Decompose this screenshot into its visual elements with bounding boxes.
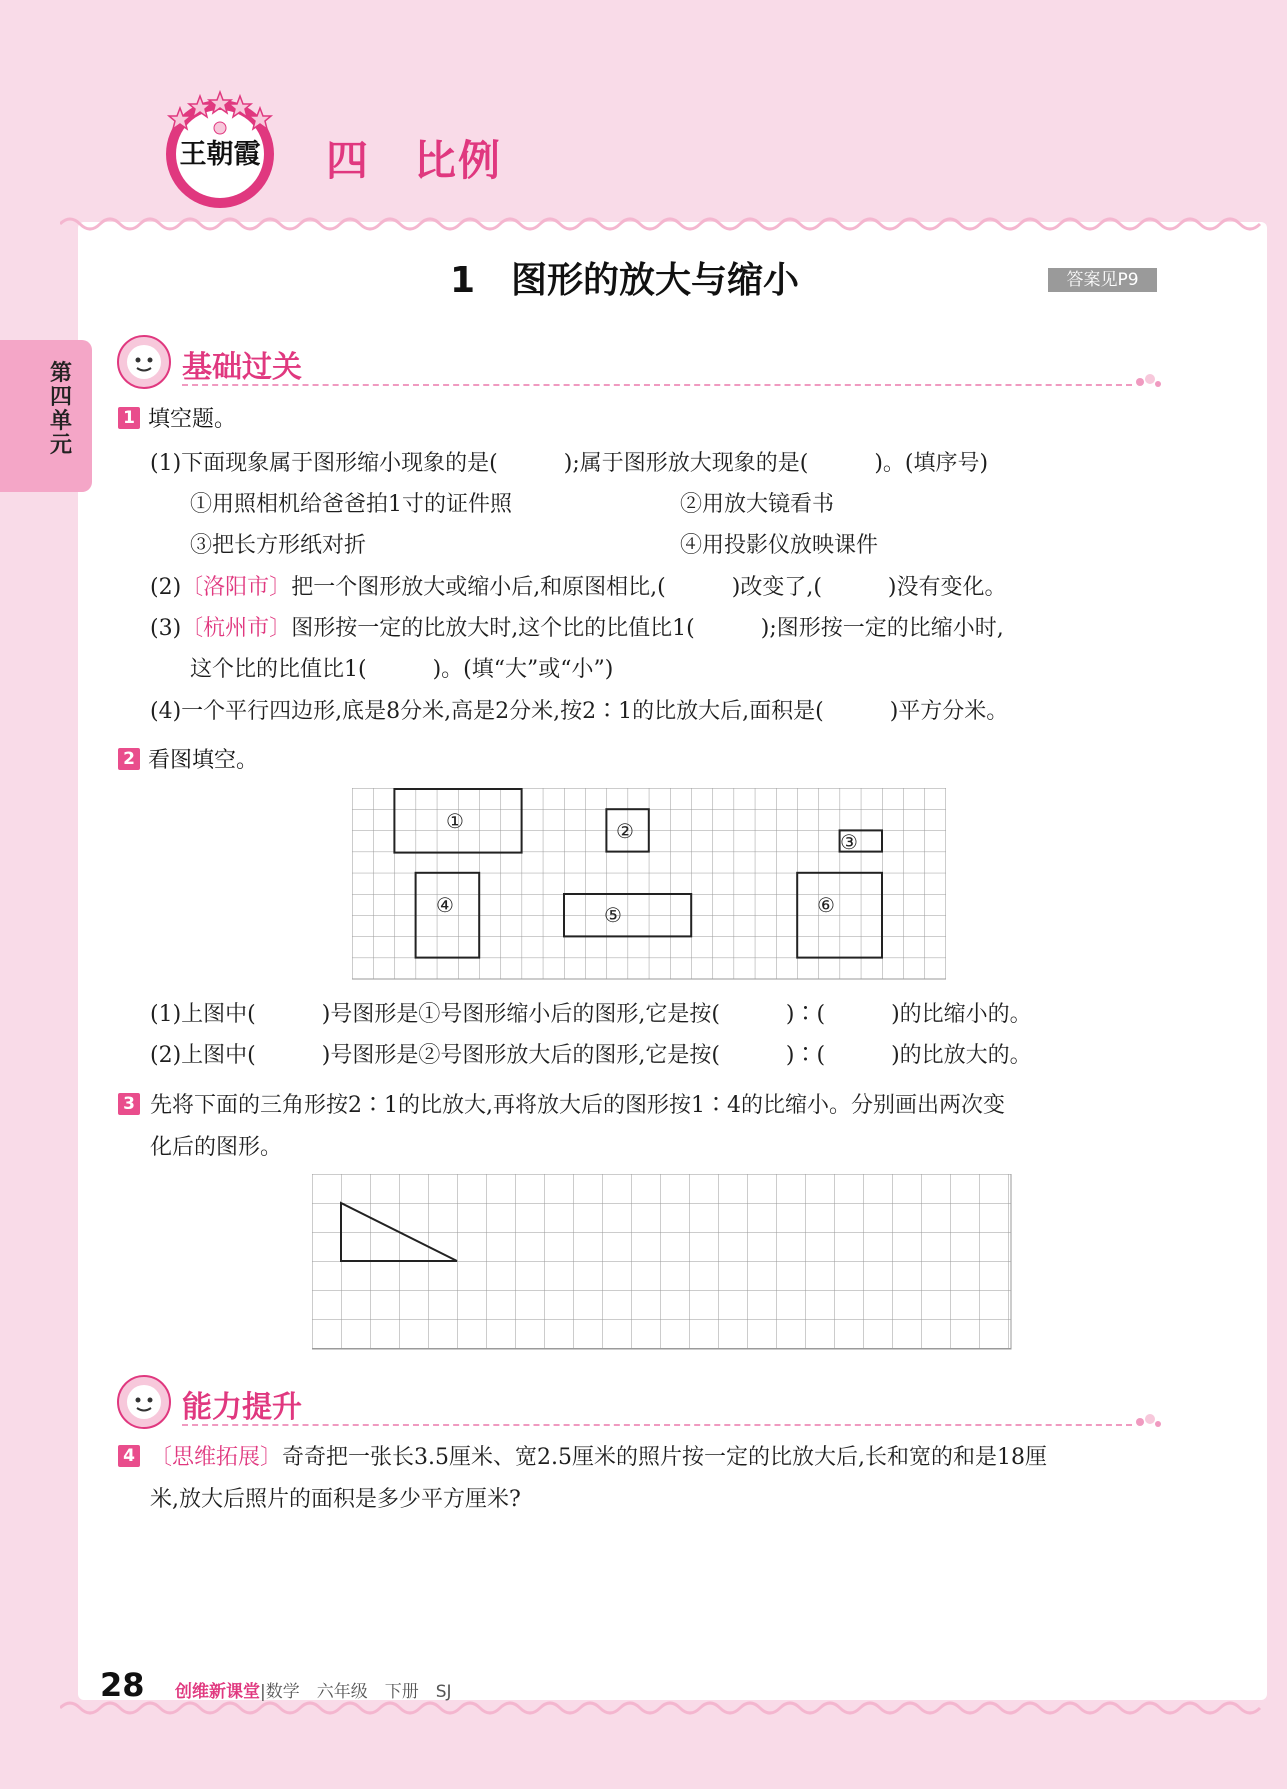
footer-details: |数学 六年级 下册 SJ	[260, 1682, 452, 1702]
q1-option-3: ③把长方形纸对折	[190, 533, 367, 558]
question-heading: 看图填空。	[148, 748, 259, 773]
thinking-tag: 〔思维拓展〕	[150, 1445, 283, 1470]
q1-part3-text: 图形按一定的比放大时,这个比的比值比1( );图形按一定的比缩小时,	[291, 616, 1004, 641]
q1-part3-continued: 这个比的比值比1( )。(填“大”或“小”)	[190, 657, 614, 682]
q3-text-line1: 先将下面的三角形按2∶1的比放大,再将放大后的图形按1∶4的比缩小。分别画出两次变	[150, 1093, 1005, 1118]
unit-side-tab	[0, 340, 92, 492]
question-number: 1	[118, 407, 140, 429]
answer-reference: 答案见P9	[1048, 268, 1157, 292]
lesson-title: 1 图形的放大与缩小	[450, 260, 800, 301]
logo-text: 王朝霞	[179, 139, 261, 170]
shape-label-2: ②	[616, 819, 634, 843]
q4-text: 奇奇把一张长3.5厘米、宽2.5厘米的照片按一定的比放大后,长和宽的和是18厘	[282, 1445, 1047, 1470]
region-tag: 〔洛阳市〕	[181, 575, 292, 600]
mascot-icon	[116, 334, 172, 390]
q1-option-1: ①用照相机给爸爸拍1寸的证件照	[190, 492, 512, 517]
q1-option-4: ④用投影仪放映课件	[680, 533, 879, 558]
q1-part4: (4)一个平行四边形,底是8分米,高是2分米,按2∶1的比放大后,面积是( )平方分米。	[150, 699, 1009, 724]
section-title-basic: 基础过关	[182, 350, 302, 385]
page-number: 28	[100, 1666, 145, 1704]
unit-title: 四 比例	[326, 136, 503, 185]
q1-option-2: ②用放大镜看书	[680, 492, 835, 517]
dots-decoration-icon	[1134, 1412, 1164, 1432]
q1-part2	[150, 570, 1007, 601]
q2-part1: (1)上图中( )号图形是①号图形缩小后的图形,它是按( )∶( )的比缩小的。	[150, 1002, 1032, 1027]
q1-part3	[150, 611, 1004, 642]
question-heading: 填空题。	[148, 407, 237, 432]
shape-label-6: ⑥	[817, 893, 835, 917]
q4-text-line2: 米,放大后照片的面积是多少平方厘米?	[150, 1487, 521, 1512]
q1-part1: (1)下面现象属于图形缩小现象的是( );属于图形放大现象的是( )。(填序号)	[150, 451, 989, 476]
q1-part2-num: (2)	[150, 575, 182, 600]
triangle-grid	[312, 1174, 1012, 1350]
shapes-grid	[352, 788, 946, 980]
shape-label-4: ④	[436, 893, 454, 917]
shape-label-5: ⑤	[604, 903, 622, 927]
unit-side-tab-label: 第四单元	[49, 361, 72, 458]
dots-decoration-icon	[1134, 372, 1164, 392]
mascot-icon	[116, 1374, 172, 1430]
q1-part2-text: 把一个图形放大或缩小后,和原图相比,( )改变了,( )没有变化。	[291, 575, 1007, 600]
region-tag: 〔杭州市〕	[181, 616, 292, 641]
question-number: 4	[118, 1445, 140, 1467]
footer-info	[175, 1677, 452, 1702]
q1-part3-num: (3)	[150, 616, 182, 641]
section-title-advanced: 能力提升	[182, 1390, 302, 1425]
footer-brand: 创维新课堂	[175, 1682, 260, 1702]
shape-label-1: ①	[446, 809, 464, 833]
q3-text-line2: 化后的图形。	[150, 1135, 283, 1160]
q4-text-line1	[150, 1440, 1047, 1471]
section-divider	[182, 384, 1132, 386]
q2-part2: (2)上图中( )号图形是②号图形放大后的图形,它是按( )∶( )的比放大的。	[150, 1043, 1032, 1068]
question-number: 3	[118, 1093, 140, 1115]
question-number: 2	[118, 748, 140, 770]
section-divider	[182, 1424, 1132, 1426]
shape-label-3: ③	[840, 830, 858, 854]
